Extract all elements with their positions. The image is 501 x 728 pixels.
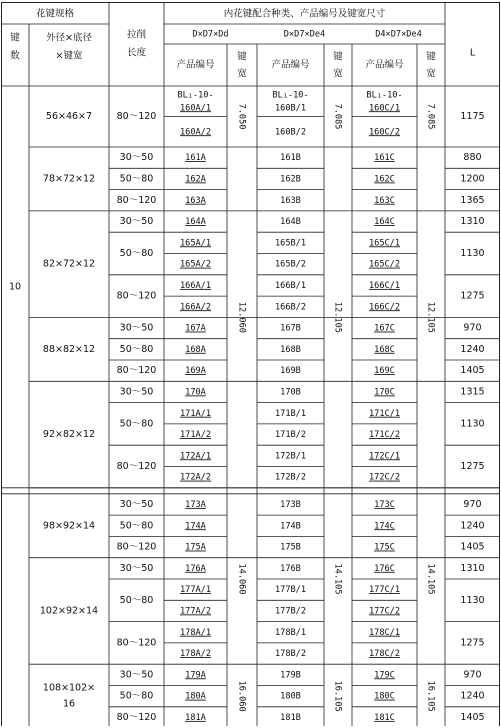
- product-code: 165C/2: [368, 259, 401, 270]
- product-code: BL₁-10-: [272, 90, 309, 101]
- product-code: 161C: [374, 153, 395, 164]
- product-code: 164B: [280, 217, 301, 228]
- L-value: 1275: [460, 461, 485, 472]
- broach-length-value: 80～120: [116, 637, 157, 649]
- product-code: 160C/1: [368, 103, 401, 114]
- product-code: 171A/1: [179, 408, 212, 419]
- product-code: 178C/1: [368, 627, 401, 638]
- broach-length-value: 50～80: [119, 520, 154, 532]
- L-value: 1240: [460, 343, 485, 355]
- product-code: 173C: [374, 499, 395, 510]
- header-L: L: [469, 47, 476, 59]
- product-code: BL₁-10-: [366, 90, 403, 101]
- product-code: 160A/1: [179, 103, 212, 114]
- product-code: 173B: [280, 499, 301, 510]
- product-code: 177B/1: [274, 585, 307, 596]
- product-code: 171B/2: [274, 430, 307, 441]
- header-od-id: 外径×底径: [46, 32, 92, 44]
- spline-spec-value: 102×92×14: [39, 605, 99, 617]
- header-key-width: 键: [237, 51, 247, 63]
- header-key-width: 宽: [237, 68, 247, 80]
- product-code: 171C/2: [368, 430, 401, 441]
- spline-spec-value: 92×82×12: [42, 429, 96, 441]
- L-value: 1200: [460, 173, 485, 185]
- product-code: 181A: [185, 712, 206, 723]
- broach-length-value: 50～80: [119, 690, 154, 702]
- key-width-value: 12.105: [425, 301, 436, 333]
- product-code: 176B: [280, 563, 301, 574]
- L-value: 1405: [460, 365, 485, 377]
- product-code: 163C: [374, 195, 395, 206]
- product-code: 163B: [280, 195, 301, 206]
- product-code: 175A: [185, 542, 206, 553]
- product-code: 177C/2: [368, 606, 401, 617]
- broach-length-value: 80～120: [116, 290, 157, 302]
- key-width-value: 16.105: [332, 680, 343, 712]
- L-value: 1240: [460, 690, 485, 702]
- product-code: 168B: [280, 344, 301, 355]
- product-code: 171C/1: [368, 408, 401, 419]
- header-key-width: 宽: [426, 68, 436, 80]
- broach-length-value: 30～50: [119, 322, 154, 334]
- spline-spec-value: 56×46×7: [45, 111, 93, 122]
- product-code: 166A/2: [179, 302, 212, 313]
- product-code: 179A: [185, 670, 206, 681]
- product-code: 165A/1: [179, 238, 212, 249]
- header-fit-type: D4×D7×De4: [375, 29, 422, 40]
- product-code: 166C/2: [368, 302, 401, 313]
- product-code: 166A/1: [179, 280, 212, 291]
- L-value: 1175: [460, 111, 485, 122]
- product-code: 180C: [374, 691, 395, 702]
- L-value: 1275: [460, 637, 485, 649]
- key-width-value: 16.105: [425, 680, 436, 712]
- spline-broach-table: [1, 2, 500, 726]
- broach-length-value: 50～80: [119, 173, 154, 185]
- product-code: 172A/1: [179, 451, 212, 462]
- product-code: 169C: [374, 366, 395, 377]
- spline-spec-value: 82×72×12: [42, 258, 96, 270]
- product-code: 165A/2: [179, 259, 212, 270]
- product-code: 181B: [280, 712, 301, 723]
- key-width-value: 7.085: [332, 103, 343, 130]
- product-code: 170C: [374, 387, 395, 398]
- product-code: 169A: [185, 366, 206, 377]
- product-code: 179C: [374, 670, 395, 681]
- key-width-value: 12.105: [332, 301, 343, 333]
- broach-length-value: 30～50: [119, 562, 154, 574]
- header-key-count: 数: [10, 50, 20, 62]
- key-count-value: 10: [8, 281, 22, 293]
- product-code: 172A/2: [179, 472, 212, 483]
- L-value: 1405: [460, 711, 485, 723]
- product-code: 167B: [280, 323, 301, 334]
- header-product-no: 产品编号: [271, 59, 310, 71]
- L-value: 1130: [460, 418, 485, 430]
- product-code: 175B: [280, 542, 301, 553]
- product-code: BL₁-10-: [177, 90, 214, 101]
- L-value: 1405: [460, 541, 485, 553]
- product-code: 166B/1: [274, 280, 307, 291]
- product-code: 165B/2: [274, 259, 307, 270]
- header-product-no: 产品编号: [176, 59, 215, 71]
- header-broach-length: 拉削: [126, 29, 147, 41]
- broach-length-value: 80～120: [116, 194, 157, 206]
- product-code: 178B/2: [274, 649, 307, 660]
- product-code: 164C: [374, 217, 395, 228]
- L-value: 1240: [460, 520, 485, 532]
- key-width-value: 12.060: [236, 301, 247, 333]
- product-code: 178C/2: [368, 649, 401, 660]
- L-value: 970: [463, 498, 482, 510]
- product-code: 175C: [374, 542, 395, 553]
- broach-length-value: 50～80: [119, 248, 154, 259]
- header-key-width: 键: [426, 51, 436, 63]
- product-code: 179B: [280, 670, 301, 681]
- L-value: 970: [463, 322, 482, 334]
- header-fit-title: 内花键配合种类、产品编号及键宽尺寸: [223, 8, 386, 20]
- spline-spec-value: 88×82×12: [42, 343, 96, 355]
- product-code: 160B/2: [274, 127, 307, 138]
- product-code: 164A: [185, 217, 206, 228]
- product-code: 176C: [374, 563, 395, 574]
- L-value: 970: [463, 669, 482, 681]
- product-code: 171A/2: [179, 430, 212, 441]
- header-key-width: 宽: [333, 68, 343, 80]
- product-code: 165B/1: [274, 238, 307, 249]
- product-code: 173A: [185, 499, 206, 510]
- product-code: 167C: [374, 323, 395, 334]
- broach-length-value: 30～50: [119, 386, 154, 398]
- key-width-value: 16.060: [236, 680, 247, 712]
- product-code: 174A: [185, 521, 206, 532]
- product-code: 177A/1: [179, 585, 212, 596]
- product-code: 178A/2: [179, 649, 212, 660]
- product-code: 162B: [280, 174, 301, 185]
- L-value: 1365: [460, 194, 485, 206]
- key-width-value: 14.105: [332, 563, 343, 595]
- product-code: 171B/1: [274, 408, 307, 419]
- product-code: 162A: [185, 174, 206, 185]
- key-width-value: 14.105: [425, 563, 436, 595]
- broach-length-value: 50～80: [119, 343, 154, 355]
- product-code: 168C: [374, 344, 395, 355]
- key-width-value: 7.085: [425, 103, 436, 130]
- product-code: 160C/2: [368, 127, 401, 138]
- broach-length-value: 50～80: [119, 594, 154, 606]
- product-code: 177B/2: [274, 606, 307, 617]
- spline-spec-value: 98×92×14: [42, 520, 96, 532]
- product-code: 166C/1: [368, 280, 401, 291]
- product-code: 161A: [185, 153, 206, 164]
- product-code: 160B/1: [274, 103, 307, 114]
- L-value: 1310: [460, 216, 485, 228]
- broach-length-value: 80～120: [116, 541, 157, 553]
- broach-length-value: 30～50: [119, 152, 154, 164]
- product-code: 167A: [185, 323, 206, 334]
- L-value: 880: [463, 152, 482, 164]
- L-value: 1315: [460, 386, 485, 398]
- header-od-id: ×键宽: [55, 50, 83, 62]
- product-code: 177C/1: [368, 585, 401, 596]
- header-fit-type: D×D7×De4: [283, 29, 326, 40]
- product-code: 172C/1: [368, 451, 401, 462]
- product-code: 174B: [280, 521, 301, 532]
- header-key-count: 键: [10, 32, 20, 44]
- product-code: 180A: [185, 691, 206, 702]
- product-code: 168A: [185, 344, 206, 355]
- product-code: 172C/2: [368, 472, 401, 483]
- product-code: 170A: [185, 387, 206, 398]
- broach-length-value: 30～50: [119, 216, 154, 228]
- product-code: 163A: [185, 195, 206, 206]
- broach-length-value: 30～50: [119, 669, 154, 681]
- spline-spec-value: 108×102×: [42, 682, 96, 694]
- product-code: 162C: [374, 174, 395, 185]
- product-code: 165C/1: [368, 238, 401, 249]
- header-spline-spec: 花键规格: [35, 8, 75, 20]
- product-code: 174C: [374, 521, 395, 532]
- broach-length-value: 80～120: [116, 365, 157, 377]
- product-code: 172B/1: [274, 451, 307, 462]
- product-code: 181C: [374, 712, 395, 723]
- header-fit-type: D×D7×Dd: [192, 29, 229, 40]
- broach-length-value: 80～120: [116, 461, 157, 472]
- product-code: 180B: [280, 691, 301, 702]
- product-code: 178A/1: [179, 627, 212, 638]
- header-broach-length: 长度: [126, 47, 147, 59]
- broach-length-value: 50～80: [119, 418, 154, 430]
- broach-length-value: 80～120: [116, 111, 157, 122]
- product-code: 176A: [185, 563, 206, 574]
- key-width-value: 14.060: [236, 563, 247, 595]
- spline-spec-value: 16: [62, 698, 76, 710]
- broach-length-value: 30～50: [119, 498, 154, 510]
- product-code: 160A/2: [179, 127, 212, 138]
- L-value: 1130: [460, 594, 485, 606]
- L-value: 1275: [460, 290, 485, 302]
- product-code: 166B/2: [274, 302, 307, 313]
- header-product-no: 产品编号: [365, 59, 404, 71]
- product-code: 169B: [280, 366, 301, 377]
- header-key-width: 键: [333, 51, 343, 63]
- product-code: 161B: [280, 153, 301, 164]
- spline-spec-value: 78×72×12: [42, 173, 96, 185]
- key-width-value: 7.050: [236, 103, 247, 130]
- product-code: 170B: [280, 387, 301, 398]
- product-code: 177A/2: [179, 606, 212, 617]
- L-value: 1130: [460, 248, 485, 259]
- product-code: 172B/2: [274, 472, 307, 483]
- L-value: 1310: [460, 562, 485, 574]
- product-code: 178B/1: [274, 627, 307, 638]
- broach-length-value: 80～120: [116, 711, 157, 723]
